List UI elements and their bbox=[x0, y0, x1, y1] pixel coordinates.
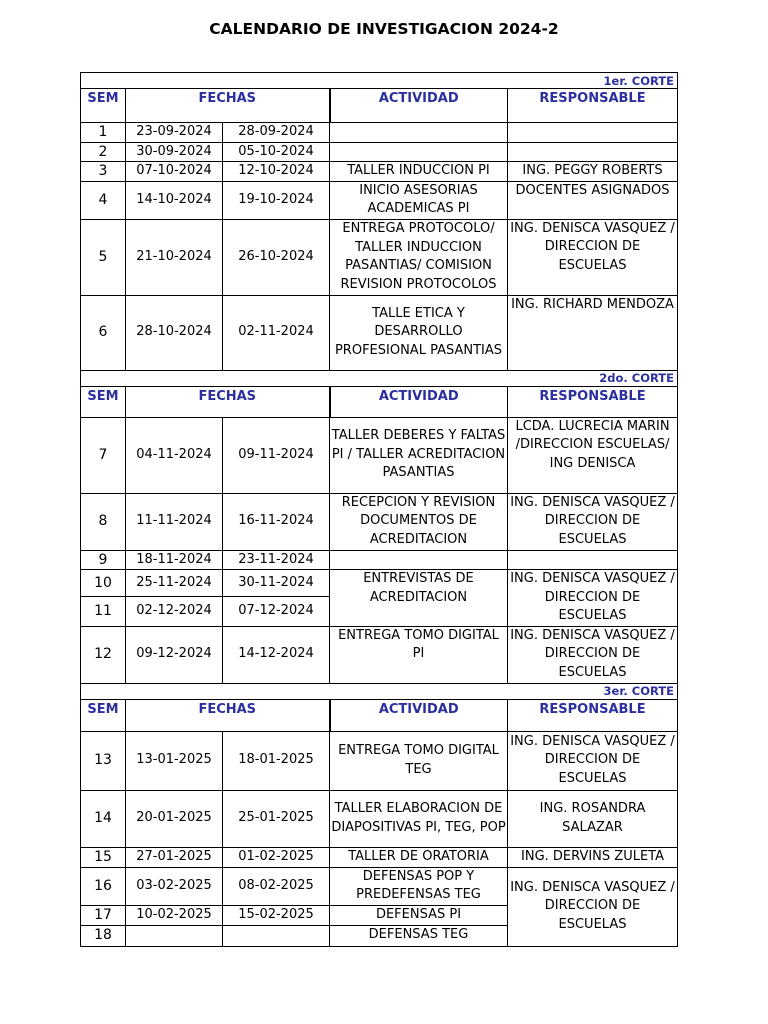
activity-cell: ENTREGA TOMO DIGITAL PI bbox=[330, 626, 508, 683]
sem-cell: 8 bbox=[81, 493, 126, 550]
sem-cell: 10 bbox=[81, 570, 126, 597]
table-row bbox=[81, 493, 678, 550]
table-row bbox=[81, 219, 678, 295]
activity-cell bbox=[330, 123, 508, 143]
start-date-cell: 04-11-2024 bbox=[126, 417, 223, 493]
activity-cell: DEFENSAS TEG bbox=[330, 925, 508, 946]
header-sem: SEM bbox=[81, 386, 126, 417]
table-row bbox=[81, 295, 678, 370]
sem-cell: 4 bbox=[81, 181, 126, 219]
sem-cell: 2 bbox=[81, 142, 126, 162]
table-row bbox=[81, 867, 678, 905]
activity-cell: INICIO ASESORIAS ACADEMICAS PI bbox=[330, 181, 508, 219]
end-date-cell: 18-01-2025 bbox=[223, 731, 330, 790]
header-actividad: ACTIVIDAD bbox=[330, 386, 508, 417]
responsible-cell: ING. DENISCA VASQUEZ / DIRECCION DE ESCUELAS bbox=[508, 219, 678, 295]
activity-cell: TALLER ELABORACION DE DIAPOSITIVAS PI, TEG, POP bbox=[330, 790, 508, 847]
end-date-cell: 16-11-2024 bbox=[223, 493, 330, 550]
end-date-cell: 08-02-2025 bbox=[223, 867, 330, 905]
start-date-cell: 18-11-2024 bbox=[126, 550, 223, 570]
sem-cell: 14 bbox=[81, 790, 126, 847]
start-date-cell: 25-11-2024 bbox=[126, 570, 223, 597]
sem-cell: 17 bbox=[81, 905, 126, 925]
responsible-cell: ING. RICHARD MENDOZA bbox=[508, 295, 678, 370]
table-row bbox=[81, 626, 678, 683]
start-date-cell: 21-10-2024 bbox=[126, 219, 223, 295]
start-date-cell: 27-01-2025 bbox=[126, 847, 223, 867]
sem-cell: 18 bbox=[81, 925, 126, 946]
activity-cell: DEFENSAS PI bbox=[330, 905, 508, 925]
start-date-cell: 09-12-2024 bbox=[126, 626, 223, 683]
responsible-cell: ING. PEGGY ROBERTS bbox=[508, 162, 678, 182]
sem-cell: 3 bbox=[81, 162, 126, 182]
activity-cell: ENTREGA TOMO DIGITAL TEG bbox=[330, 731, 508, 790]
table-row bbox=[81, 181, 678, 219]
responsible-cell: ING. DENISCA VASQUEZ / DIRECCION DE ESCUELAS bbox=[508, 570, 678, 627]
header-responsable: RESPONSABLE bbox=[508, 89, 678, 123]
table-row bbox=[81, 142, 678, 162]
sem-cell: 15 bbox=[81, 847, 126, 867]
corte-label: 3er. CORTE bbox=[81, 683, 678, 699]
table-row bbox=[81, 731, 678, 790]
end-date-cell: 07-12-2024 bbox=[223, 597, 330, 626]
end-date-cell: 02-11-2024 bbox=[223, 295, 330, 370]
sem-cell: 6 bbox=[81, 295, 126, 370]
corte-label: 2do. CORTE bbox=[81, 370, 678, 386]
table-row bbox=[81, 417, 678, 493]
end-date-cell: 19-10-2024 bbox=[223, 181, 330, 219]
start-date-cell: 30-09-2024 bbox=[126, 142, 223, 162]
start-date-cell: 20-01-2025 bbox=[126, 790, 223, 847]
responsible-cell bbox=[508, 123, 678, 143]
activity-cell: ENTREGA PROTOCOLO/ TALLER INDUCCION PASANTIAS/ COMISION REVISION PROTOCOLOS bbox=[330, 219, 508, 295]
responsible-cell bbox=[508, 550, 678, 570]
header-responsable: RESPONSABLE bbox=[508, 699, 678, 731]
end-date-cell: 28-09-2024 bbox=[223, 123, 330, 143]
responsible-cell: DOCENTES ASIGNADOS bbox=[508, 181, 678, 219]
sem-cell: 9 bbox=[81, 550, 126, 570]
research-calendar-table bbox=[80, 72, 678, 947]
responsible-cell: ING. DENISCA VASQUEZ / DIRECCION DE ESCUELAS bbox=[508, 731, 678, 790]
start-date-cell: 10-02-2025 bbox=[126, 905, 223, 925]
header-sem: SEM bbox=[81, 89, 126, 123]
sem-cell: 7 bbox=[81, 417, 126, 493]
start-date-cell: 02-12-2024 bbox=[126, 597, 223, 626]
end-date-cell: 25-01-2025 bbox=[223, 790, 330, 847]
start-date-cell bbox=[126, 925, 223, 946]
sem-cell: 13 bbox=[81, 731, 126, 790]
end-date-cell: 23-11-2024 bbox=[223, 550, 330, 570]
header-fechas: FECHAS bbox=[126, 386, 330, 417]
responsible-cell bbox=[508, 142, 678, 162]
header-actividad: ACTIVIDAD bbox=[330, 89, 508, 123]
activity-cell: TALLE ETICA Y DESARROLLO PROFESIONAL PASANTIAS bbox=[330, 295, 508, 370]
end-date-cell: 09-11-2024 bbox=[223, 417, 330, 493]
table-row bbox=[81, 123, 678, 143]
activity-cell bbox=[330, 550, 508, 570]
responsible-cell: ING. DERVINS ZULETA bbox=[508, 847, 678, 867]
activity-cell bbox=[330, 142, 508, 162]
table-row bbox=[81, 550, 678, 570]
start-date-cell: 11-11-2024 bbox=[126, 493, 223, 550]
activity-cell: TALLER DE ORATORIA bbox=[330, 847, 508, 867]
end-date-cell: 14-12-2024 bbox=[223, 626, 330, 683]
table-row bbox=[81, 162, 678, 182]
end-date-cell: 15-02-2025 bbox=[223, 905, 330, 925]
activity-cell: DEFENSAS POP Y PREDEFENSAS TEG bbox=[330, 867, 508, 905]
sem-cell: 12 bbox=[81, 626, 126, 683]
start-date-cell: 13-01-2025 bbox=[126, 731, 223, 790]
header-responsable: RESPONSABLE bbox=[508, 386, 678, 417]
sem-cell: 11 bbox=[81, 597, 126, 626]
page-title: CALENDARIO DE INVESTIGACION 2024-2 bbox=[209, 20, 559, 38]
sem-cell: 1 bbox=[81, 123, 126, 143]
start-date-cell: 07-10-2024 bbox=[126, 162, 223, 182]
activity-cell: RECEPCION Y REVISION DOCUMENTOS DE ACREDITACION bbox=[330, 493, 508, 550]
end-date-cell: 01-02-2025 bbox=[223, 847, 330, 867]
activity-cell: ENTREVISTAS DE ACREDITACION bbox=[330, 570, 508, 627]
sem-cell: 16 bbox=[81, 867, 126, 905]
responsible-cell: ING. DENISCA VASQUEZ / DIRECCION DE ESCUELAS bbox=[508, 867, 678, 946]
table-row bbox=[81, 847, 678, 867]
start-date-cell: 28-10-2024 bbox=[126, 295, 223, 370]
end-date-cell: 12-10-2024 bbox=[223, 162, 330, 182]
responsible-cell: ING. DENISCA VASQUEZ / DIRECCION DE ESCUELAS bbox=[508, 493, 678, 550]
responsible-cell: LCDA. LUCRECIA MARIN /DIRECCION ESCUELAS/ ING DENISCA bbox=[508, 417, 678, 493]
end-date-cell: 26-10-2024 bbox=[223, 219, 330, 295]
end-date-cell: 05-10-2024 bbox=[223, 142, 330, 162]
start-date-cell: 23-09-2024 bbox=[126, 123, 223, 143]
sem-cell: 5 bbox=[81, 219, 126, 295]
activity-cell: TALLER INDUCCION PI bbox=[330, 162, 508, 182]
header-fechas: FECHAS bbox=[126, 699, 330, 731]
end-date-cell bbox=[223, 925, 330, 946]
responsible-cell: ING. DENISCA VASQUEZ / DIRECCION DE ESCUELAS bbox=[508, 626, 678, 683]
header-fechas: FECHAS bbox=[126, 89, 330, 123]
activity-cell: TALLER DEBERES Y FALTAS PI / TALLER ACREDITACION PASANTIAS bbox=[330, 417, 508, 493]
start-date-cell: 03-02-2025 bbox=[126, 867, 223, 905]
start-date-cell: 14-10-2024 bbox=[126, 181, 223, 219]
table-row bbox=[81, 570, 678, 597]
responsible-cell: ING. ROSANDRA SALAZAR bbox=[508, 790, 678, 847]
end-date-cell: 30-11-2024 bbox=[223, 570, 330, 597]
corte-label: 1er. CORTE bbox=[81, 73, 678, 89]
header-sem: SEM bbox=[81, 699, 126, 731]
header-actividad: ACTIVIDAD bbox=[330, 699, 508, 731]
table-row bbox=[81, 790, 678, 847]
